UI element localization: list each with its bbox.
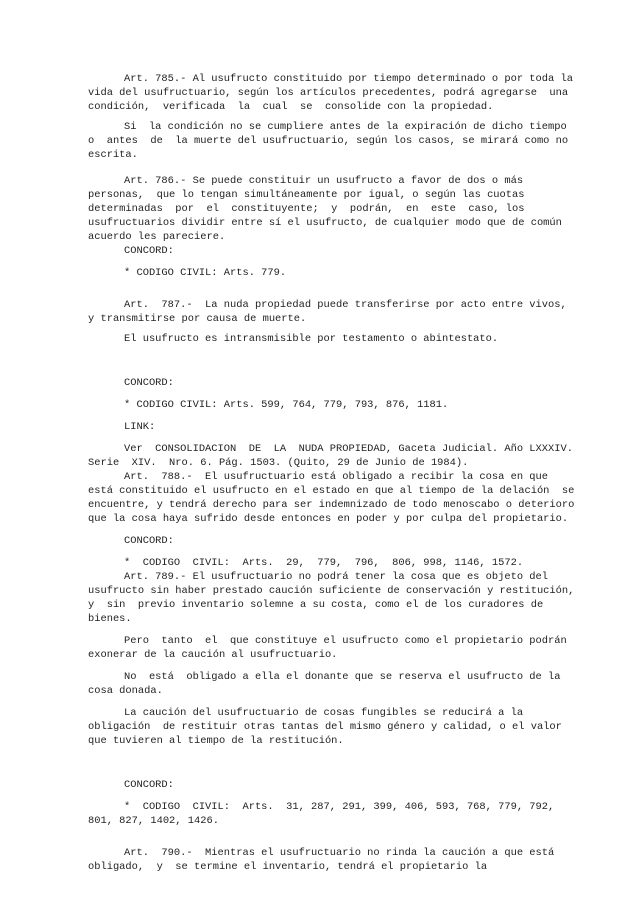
art-788-line-3: encuentre, y tendrá derecho para ser indemnizado de todo menoscabo o deterioro: [88, 499, 575, 511]
link-heading: LINK:: [124, 421, 156, 433]
concord-heading-2: CONCORD:: [124, 377, 174, 389]
art-786-line-1: Art. 786.- Se puede constituir un usufructo a favor de dos o más: [124, 175, 524, 187]
art-789-p2-line-1: Pero tanto el que constituye el usufructo como el propietario podrán: [124, 635, 567, 647]
art-785-line-3: condición, verificada la cual se consolide con la propiedad.: [88, 101, 494, 113]
art-788-line-1: Art. 788.- El usufructuario está obligado a recibir la cosa en que: [124, 471, 549, 483]
art-789-p4-line-3: que tuvieren al tiempo de la restitución.: [88, 735, 344, 747]
art-786-line-3: determinadas por el constituyente; y podrán, en este caso, los: [88, 203, 525, 215]
concord-heading-1: CONCORD:: [124, 245, 174, 257]
art-786-line-2: personas, que lo tengan simultáneamente por igual, o según las cuotas: [88, 189, 525, 201]
art-789-p4-line-2: obligación de restituir otras tantas del mismo género y calidad, o el valor: [88, 721, 562, 733]
concord-ref-3: * CODIGO CIVIL: Arts. 29, 779, 796, 806, 998, 1146, 1572.: [124, 557, 524, 569]
art-787-line-1: Art. 787.- La nuda propiedad puede transferirse por acto entre vivos,: [124, 299, 567, 311]
art-788-line-2: está constituido el usufructo en el estado en que al tiempo de la delación se: [88, 485, 575, 497]
art-790-line-2: obligado, y se termine el inventario, tendrá el propietario la: [88, 861, 488, 873]
link-ref-line-2: Serie XIV. Nro. 6. Pág. 1503. (Quito, 29 de Junio de 1984).: [88, 457, 469, 469]
art-785-line-2: vida del usufructuario, según los artículos precedentes, podrá agregarse una: [88, 87, 569, 99]
concord-heading-4: CONCORD:: [124, 779, 174, 791]
concord-ref-1: * CODIGO CIVIL: Arts. 779.: [124, 267, 287, 279]
art-789-p3-line-2: cosa donada.: [88, 685, 163, 697]
art-788-line-4: que la cosa haya sufrido desde entonces en poder y por culpa del propietario.: [88, 513, 569, 525]
art-789-line-3: y sin previo inventario solemne a su costa, como el de los curadores de: [88, 599, 544, 611]
art-785-p2-line-2: o antes de la muerte del usufructuario, según los casos, se mirará como no: [88, 135, 569, 147]
art-786-line-5: acuerdo les pareciere.: [88, 231, 226, 243]
art-785-p2-line-3: escrita.: [88, 149, 138, 161]
concord-ref-4-line-1: * CODIGO CIVIL: Arts. 31, 287, 291, 399, 406, 593, 768, 779, 792,: [124, 801, 555, 813]
art-789-line-4: bienes.: [88, 613, 132, 625]
concord-ref-2: * CODIGO CIVIL: Arts. 599, 764, 779, 793, 876, 1181.: [124, 399, 449, 411]
art-785-line-1: Art. 785.- Al usufructo constituido por tiempo determinado o por toda la: [124, 73, 573, 85]
art-787-p2: El usufructo es intransmisible por testamento o abintestato.: [124, 333, 499, 345]
art-789-line-1: Art. 789.- El usufructuario no podrá tener la cosa que es objeto del: [124, 571, 549, 583]
art-789-p3-line-1: No está obligado a ella el donante que se reserva el usufructo de la: [124, 671, 561, 683]
art-789-p2-line-2: exonerar de la caución al usufructuario.: [88, 649, 338, 661]
art-789-line-2: usufructo sin haber prestado caución suficiente de conservación y restitución,: [88, 585, 575, 597]
art-787-line-2: y transmitirse por causa de muerte.: [88, 313, 307, 325]
concord-ref-4-line-2: 801, 827, 1402, 1426.: [88, 815, 219, 827]
concord-heading-3: CONCORD:: [124, 535, 174, 547]
art-785-p2-line-1: Si la condición no se cumpliere antes de la expiración de dicho tiempo: [124, 121, 567, 133]
art-790-line-1: Art. 790.- Mientras el usufructuario no rinda la caución a que está: [124, 847, 555, 859]
art-786-line-4: usufructuarios dividir entre sí el usufructo, de cualquier modo que de común: [88, 217, 562, 229]
art-789-p4-line-1: La caución del usufructuario de cosas fungibles se reducirá a la: [124, 707, 524, 719]
link-ref-line-1: Ver CONSOLIDACION DE LA NUDA PROPIEDAD, Gaceta Judicial. Año LXXXIV.: [124, 443, 573, 455]
